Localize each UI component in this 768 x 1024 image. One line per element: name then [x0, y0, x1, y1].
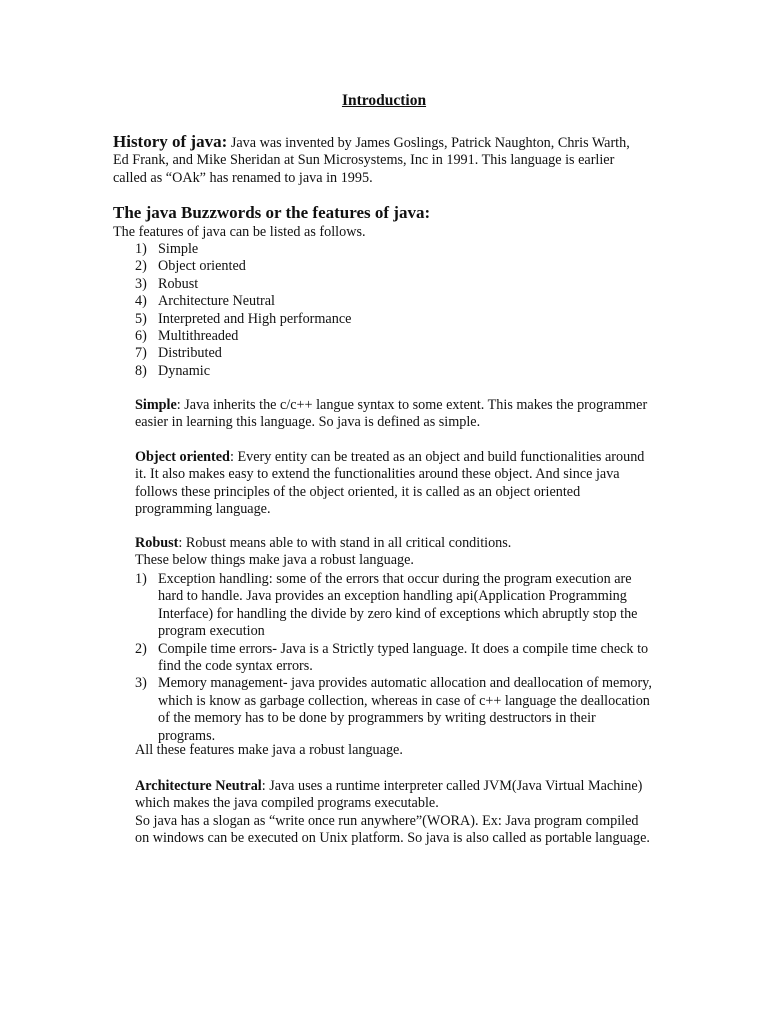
list-number: 4) — [135, 293, 147, 310]
architecture-neutral-text-2: So java has a slogan as “write once run anywhere”(WORA). Ex: Java program compiled on windows can be executed on Unix platform. So java is also called as portable language. — [135, 812, 650, 847]
list-label: Object oriented — [158, 258, 246, 275]
list-item — [135, 345, 351, 362]
robust-intro: These below things make java a robust language. — [135, 552, 414, 569]
list-number: 8) — [135, 362, 147, 379]
robust-list — [135, 571, 655, 745]
list-number: 2) — [135, 640, 147, 657]
features-intro: The features of java can be listed as follows. — [113, 224, 366, 240]
list-label: Robust — [158, 275, 199, 292]
list-number: 7) — [135, 345, 147, 362]
architecture-neutral-term: Architecture Neutral — [135, 778, 262, 794]
list-number: 6) — [135, 328, 147, 345]
features-list — [135, 241, 351, 380]
history-text: Java was invented by James Goslings, Patrick Naughton, Chris Warth, Ed Frank, and Mike Sheridan at Sun Microsystems, Inc in 1991. This language is earlier called as “OAk” has renamed to java in 1995. — [113, 135, 630, 186]
list-item — [135, 293, 351, 310]
list-item — [135, 571, 655, 641]
simple-text: : Java inherits the c/c++ langue syntax to some extent. This makes the programmer easier in learning this language. So java is defined as simple. — [135, 397, 648, 431]
list-item — [135, 328, 351, 345]
architecture-neutral-text: : Java uses a runtime interpreter called JVM(Java Virtual Machine) which makes the java compiled programs executable. — [135, 778, 643, 812]
list-number: 3) — [135, 675, 147, 692]
list-text: Memory management- java provides automatic allocation and deallocation of memory, which is know as garbage collection, whereas in case of c++ language the deallocation of the memory has to be done by programmers by writing destructors in their programs. — [158, 675, 652, 744]
list-item — [135, 675, 655, 745]
architecture-neutral-paragraph — [135, 778, 655, 848]
list-item — [135, 276, 351, 293]
features-heading: The java Buzzwords or the features of java: — [113, 203, 431, 222]
list-text: Exception handling: some of the errors that occur during the program execution are hard to handle. Java provides an exception handling api(Application Programming Interface) for handling the divide by zero kind of exceptions which abruptly stop the program execution — [158, 571, 638, 640]
list-number: 2) — [135, 258, 147, 275]
robust-paragraph — [135, 535, 655, 570]
list-label: Architecture Neutral — [158, 293, 275, 310]
list-label: Distributed — [158, 345, 222, 362]
list-number: 1) — [135, 571, 147, 587]
list-number: 1) — [135, 241, 147, 257]
object-oriented-paragraph — [135, 449, 655, 519]
robust-term: Robust — [135, 535, 179, 551]
list-item — [135, 241, 351, 258]
object-oriented-term: Object oriented — [135, 449, 230, 465]
list-label: Interpreted and High performance — [158, 310, 352, 327]
list-text: Compile time errors- Java is a Strictly typed language. It does a compile time check to find the code syntax errors. — [158, 640, 649, 675]
object-oriented-text: : Every entity can be treated as an object and build functionalities around it. It also makes easy to extend the functionalities around these object. And since java follows these principles of the object oriented, it is called as an object oriented programming language. — [135, 449, 645, 518]
simple-term: Simple — [135, 397, 177, 413]
list-number: 5) — [135, 310, 147, 327]
list-item — [135, 641, 655, 676]
page-title: Introduction — [341, 92, 427, 109]
history-heading: History of java: — [113, 132, 228, 151]
list-label: Simple — [158, 241, 199, 257]
list-item — [135, 258, 351, 275]
list-number: 3) — [135, 275, 147, 292]
list-item — [135, 363, 351, 380]
robust-text: : Robust means able to with stand in all critical conditions. — [178, 535, 512, 551]
history-paragraph — [113, 133, 643, 187]
list-label: Dynamic — [158, 362, 211, 379]
list-label: Multithreaded — [158, 328, 239, 345]
robust-summary: All these features make java a robust language. — [135, 742, 403, 758]
simple-paragraph — [135, 397, 655, 432]
list-item — [135, 311, 351, 328]
